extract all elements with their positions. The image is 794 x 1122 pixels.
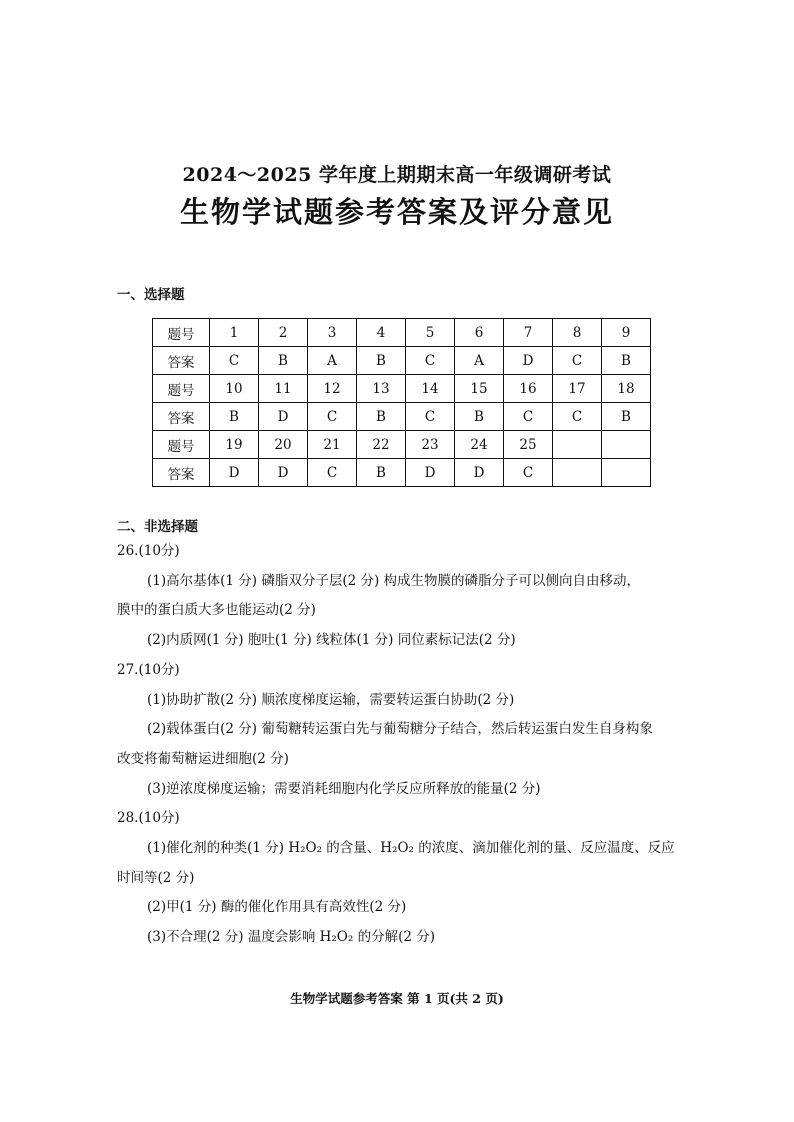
answer-row — [153, 459, 651, 487]
question-number-cell — [602, 431, 651, 459]
answer-subitem: (1)协助扩散(2 分) 顺浓度梯度运输，需要转运蛋白协助(2 分) — [147, 691, 515, 708]
question-number-cell: 12 — [308, 375, 357, 403]
section-heading-multiple-choice: 一、选择题 — [117, 287, 185, 303]
answer-cell: C — [406, 347, 455, 375]
answer-cell: C — [210, 347, 259, 375]
question-number-cell: 24 — [455, 431, 504, 459]
answer-cell: D — [259, 403, 308, 431]
answer-line: 时间等(2 分) — [117, 869, 195, 886]
answer-cell: C — [504, 403, 553, 431]
answer-cell: C — [553, 403, 602, 431]
answer-cell: B — [602, 347, 651, 375]
answer-line: 26.(10分) — [117, 543, 180, 559]
question-number-row — [153, 319, 651, 347]
answer-line: 28.(10分) — [117, 810, 180, 827]
answer-cell: C — [553, 347, 602, 375]
answer-cell — [553, 459, 602, 487]
answer-cell: A — [455, 347, 504, 375]
answer-line: 27.(10分) — [117, 661, 180, 678]
answer-cell: D — [210, 459, 259, 487]
question-number-cell: 16 — [504, 375, 553, 403]
answer-cell: D — [455, 459, 504, 487]
answer-cell: B — [357, 347, 406, 375]
question-number-cell: 10 — [210, 375, 259, 403]
question-number-cell — [553, 431, 602, 459]
question-number-cell: 6 — [455, 319, 504, 347]
question-number-cell: 18 — [602, 375, 651, 403]
section-heading-non-choice: 二、非选择题 — [117, 519, 198, 535]
answer-cell — [602, 459, 651, 487]
answer-cell: A — [308, 347, 357, 375]
answer-label: 答案 — [153, 459, 210, 487]
answer-cell: B — [210, 403, 259, 431]
answer-table — [152, 318, 651, 487]
answer-row — [153, 403, 651, 431]
answer-cell: B — [259, 347, 308, 375]
answer-cell: C — [504, 459, 553, 487]
answer-subitem: (3)不合理(2 分) 温度会影响 H₂O₂ 的分解(2 分) — [147, 929, 435, 946]
answer-label: 答案 — [153, 347, 210, 375]
question-number-cell: 2 — [259, 319, 308, 347]
answer-row — [153, 347, 651, 375]
answer-cell: B — [357, 459, 406, 487]
question-number-cell: 22 — [357, 431, 406, 459]
answer-cell: D — [406, 459, 455, 487]
answer-cell: D — [259, 459, 308, 487]
question-number-cell: 11 — [259, 375, 308, 403]
answer-line: 改变将葡萄糖运进细胞(2 分) — [117, 750, 289, 767]
question-number-row — [153, 375, 651, 403]
answer-cell: D — [504, 347, 553, 375]
question-number-cell: 3 — [308, 319, 357, 347]
answer-cell: C — [308, 459, 357, 487]
answer-subitem: (2)内质网(1 分) 胞吐(1 分) 线粒体(1 分) 同位素标记法(2 分) — [147, 632, 516, 649]
question-number-cell: 8 — [553, 319, 602, 347]
question-number-label: 题号 — [153, 319, 210, 347]
question-number-cell: 20 — [259, 431, 308, 459]
question-number-cell: 5 — [406, 319, 455, 347]
answer-subitem: (2)载体蛋白(2 分) 葡萄糖转运蛋白先与葡萄糖分子结合，然后转运蛋白发生自身构象 — [147, 721, 653, 738]
question-number-cell: 19 — [210, 431, 259, 459]
question-number-label: 题号 — [153, 431, 210, 459]
question-number-cell: 7 — [504, 319, 553, 347]
answer-label: 答案 — [153, 403, 210, 431]
answer-subitem: (1)催化剂的种类(1 分) H₂O₂ 的含量、H₂O₂ 的浓度、滴加催化剂的量、反应温度、反应 — [147, 840, 675, 857]
answer-cell: B — [455, 403, 504, 431]
answer-subitem: (1)高尔基体(1 分) 磷脂双分子层(2 分) 构成生物膜的磷脂分子可以侧向自由移动， — [147, 572, 641, 589]
question-number-cell: 9 — [602, 319, 651, 347]
question-number-cell: 23 — [406, 431, 455, 459]
answer-cell: B — [357, 403, 406, 431]
answer-cell: C — [308, 403, 357, 431]
question-number-cell: 15 — [455, 375, 504, 403]
question-number-cell: 13 — [357, 375, 406, 403]
answer-cell: B — [602, 403, 651, 431]
answer-subitem: (2)甲(1 分) 酶的催化作用具有高效性(2 分) — [147, 899, 407, 916]
question-number-cell: 14 — [406, 375, 455, 403]
question-number-cell: 25 — [504, 431, 553, 459]
question-number-cell: 17 — [553, 375, 602, 403]
question-number-row — [153, 431, 651, 459]
page-footer: 生物学试题参考答案 第 1 页(共 2 页) — [290, 991, 504, 1006]
answer-line: 膜中的蛋白质大多也能运动(2 分) — [117, 602, 316, 619]
answer-subitem: (3)逆浓度梯度运输；需要消耗细胞内化学反应所释放的能量(2 分) — [147, 780, 541, 797]
question-number-cell: 1 — [210, 319, 259, 347]
page-title: 生物学试题参考答案及评分意见 — [179, 195, 614, 229]
answer-cell: C — [406, 403, 455, 431]
question-number-cell: 21 — [308, 431, 357, 459]
question-number-label: 题号 — [153, 375, 210, 403]
question-number-cell: 4 — [357, 319, 406, 347]
exam-subtitle: 2024～2025 学年度上期期末高一年级调研考试 — [182, 164, 612, 186]
non-choice-answers — [117, 537, 687, 953]
